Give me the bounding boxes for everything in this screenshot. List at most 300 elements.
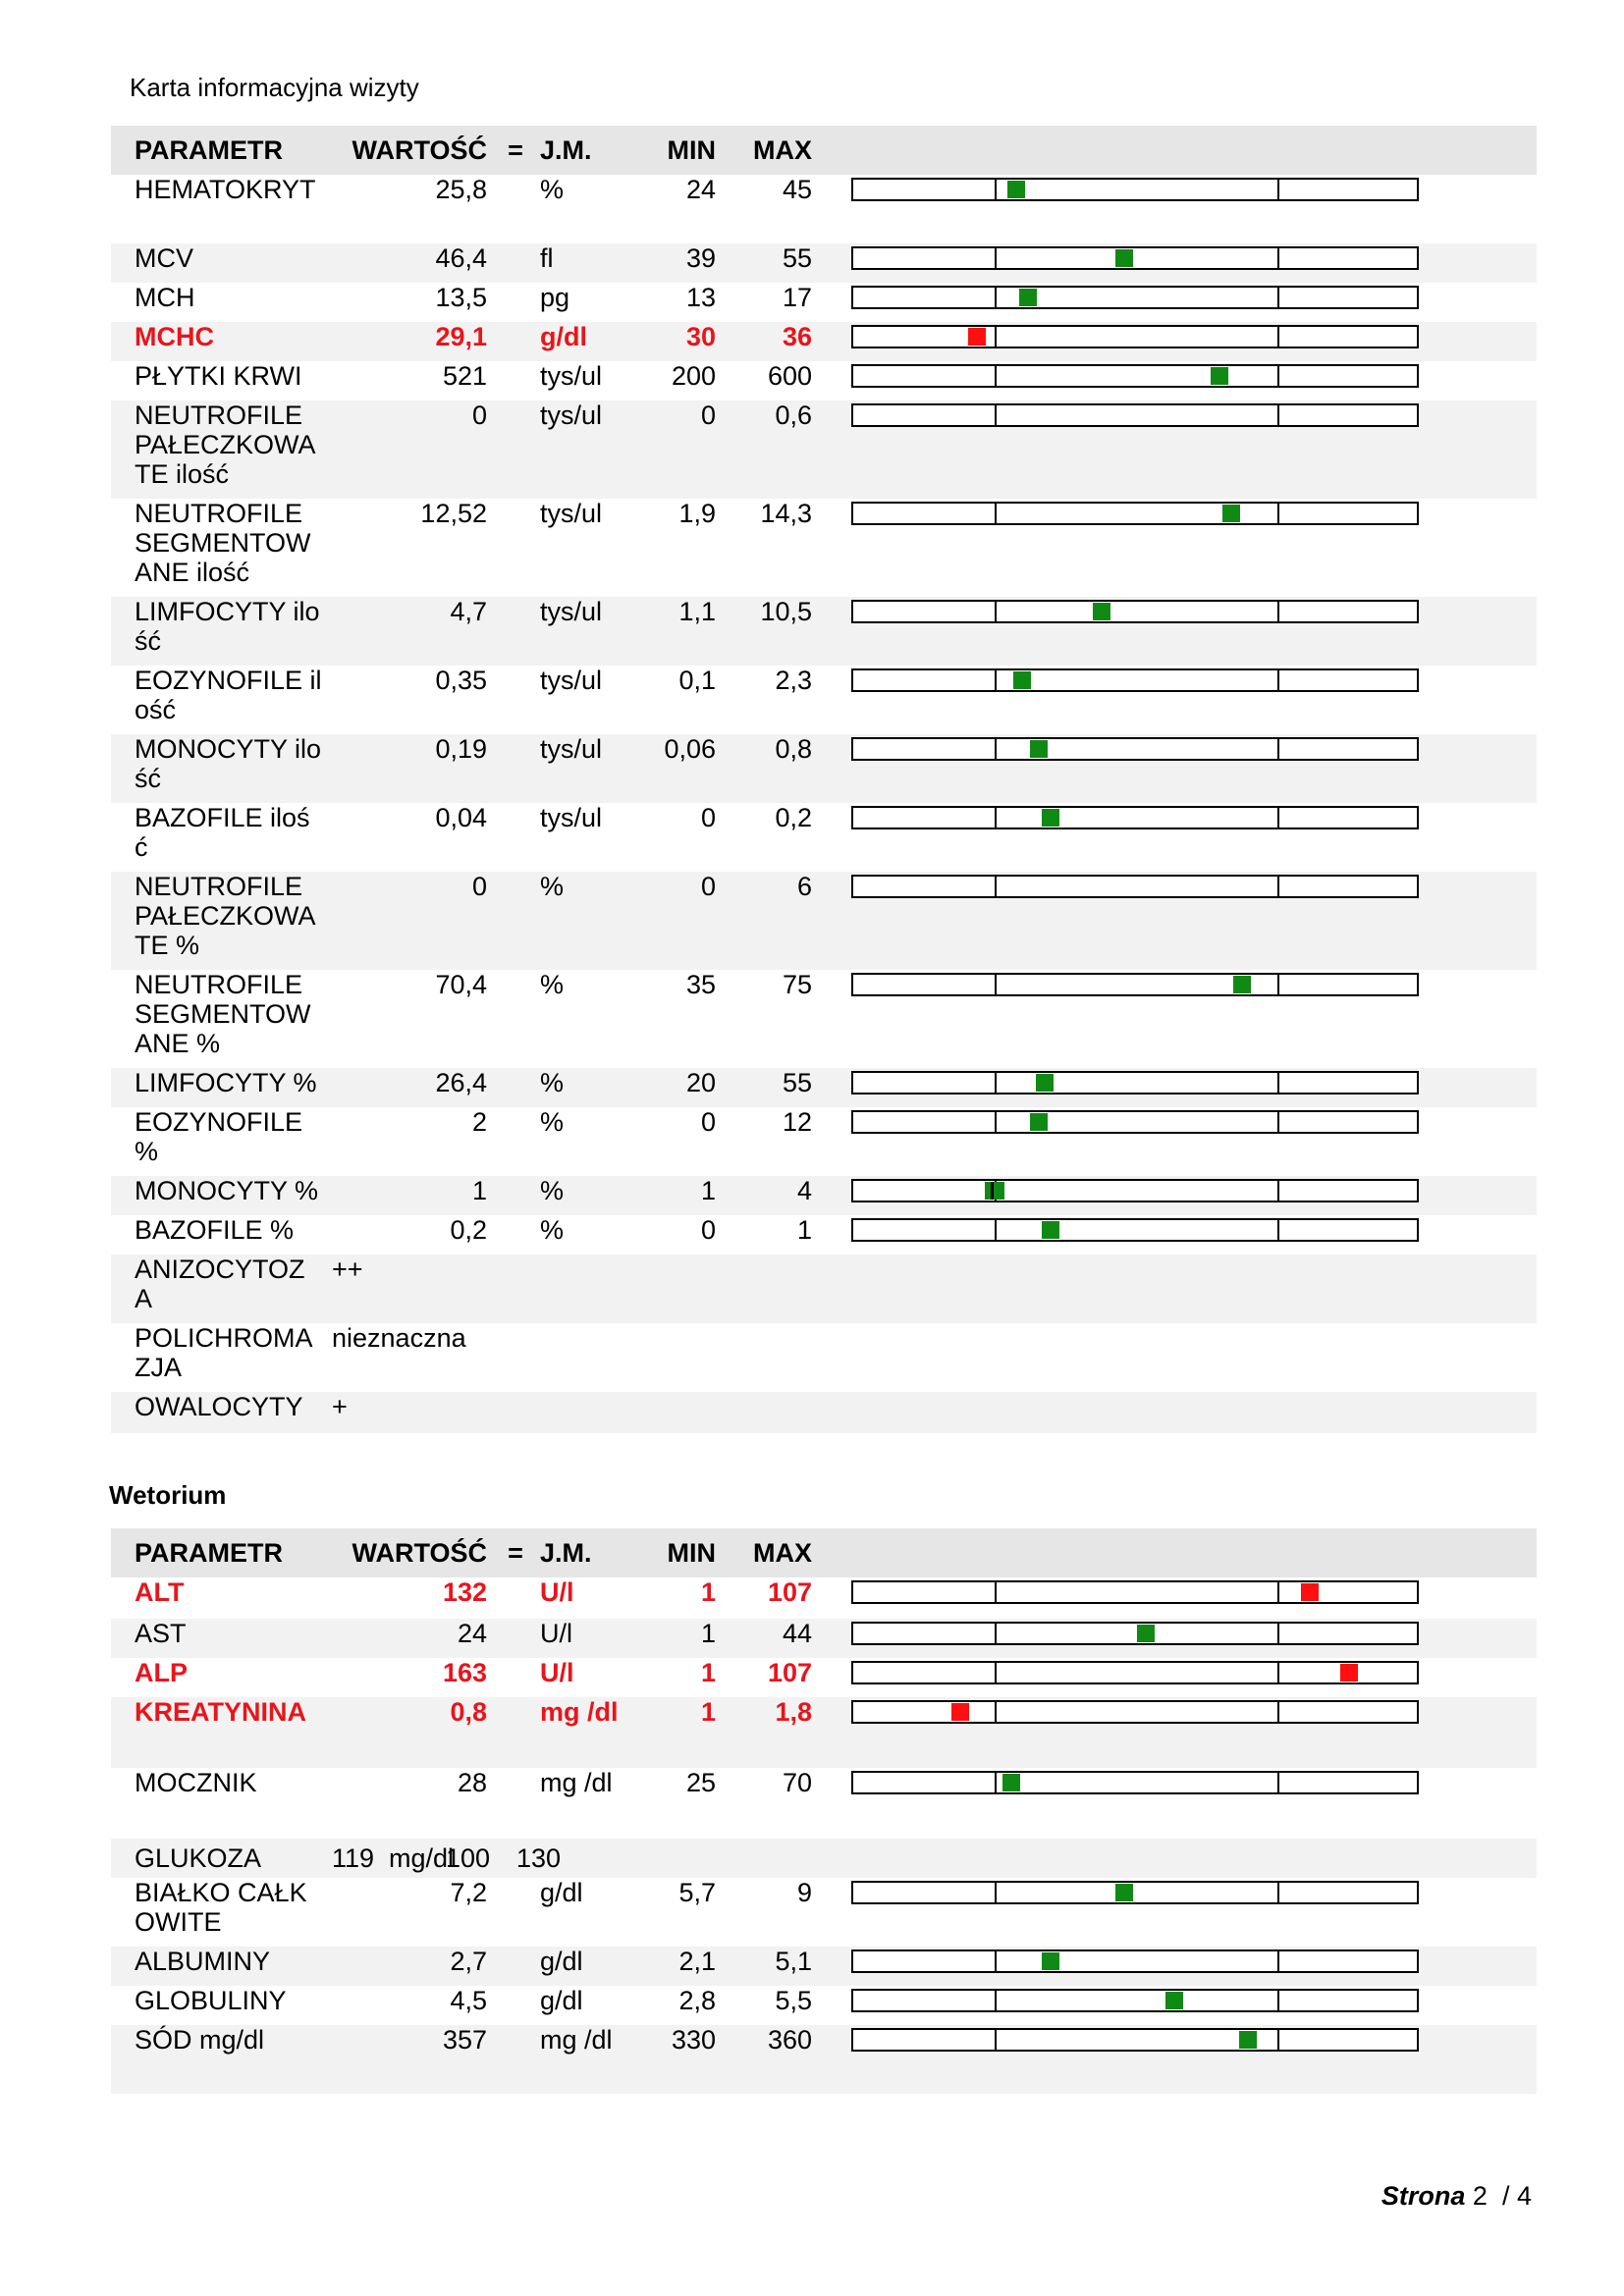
range-bar-tick <box>995 1773 997 1792</box>
range-bar <box>851 1580 1419 1604</box>
param-value: 357 <box>442 2025 487 2055</box>
range-bar-tick <box>995 248 997 268</box>
param-name: KREATYNINA <box>135 1697 306 1727</box>
param-min: 1 <box>700 1176 716 1205</box>
range-bar <box>851 403 1419 427</box>
param-max: 130 <box>516 1843 562 1873</box>
param-min: 1,9 <box>678 499 716 528</box>
param-name: SÓD mg/dl <box>135 2025 265 2055</box>
col-eq: = <box>508 1538 523 1568</box>
param-unit: % <box>540 1068 565 1097</box>
param-max: 17 <box>782 283 812 312</box>
param-min: 1 <box>700 1697 716 1727</box>
range-indicator-cell <box>812 499 1537 597</box>
value-marker-normal <box>1115 1884 1133 1901</box>
param-unit: mg /dl <box>540 2025 613 2055</box>
param-unit: % <box>540 175 565 204</box>
param-eq <box>491 322 540 361</box>
param-name: EOZYNOFILE % <box>135 1107 303 1166</box>
range-indicator-cell <box>812 322 1537 361</box>
param-min: 100 <box>446 1843 491 1873</box>
col-value: WARTOŚĆ <box>352 135 487 165</box>
range-bar <box>851 806 1419 829</box>
param-unit: g/dl <box>540 1986 583 2015</box>
param-min: 1 <box>700 1619 716 1648</box>
param-name: BAZOFILE ilość <box>135 803 310 862</box>
range-bar <box>851 1622 1419 1645</box>
param-value: 29,1 <box>435 322 487 351</box>
param-name: NEUTROFILE SEGMENTOWANE % <box>135 970 311 1058</box>
param-name: NEUTROFILE SEGMENTOWANE ilość <box>135 499 311 587</box>
param-min: 1,1 <box>678 597 716 626</box>
param-value: 46,4 <box>435 243 487 273</box>
col-param: PARAMETR <box>135 135 283 165</box>
param-max: 107 <box>767 1577 812 1607</box>
param-max: 70 <box>782 1768 812 1797</box>
param-unit: g/dl <box>540 1878 583 1907</box>
range-indicator-cell <box>812 666 1537 734</box>
param-value: 521 <box>442 361 487 391</box>
table-row <box>111 1107 1537 1176</box>
param-value: 7,2 <box>450 1878 487 1907</box>
table-row <box>111 872 1537 970</box>
range-bar-tick <box>1277 366 1279 386</box>
param-value: + <box>332 1392 348 1421</box>
param-value: 132 <box>442 1577 487 1607</box>
param-value: 12,52 <box>420 499 487 528</box>
param-name: MONOCYTY ilość <box>135 734 322 793</box>
param-value: 0 <box>471 872 487 901</box>
param-eq <box>491 361 540 400</box>
table-row <box>111 1986 1537 2025</box>
param-min: 0 <box>700 1107 716 1137</box>
param-min: 2,1 <box>678 1947 716 1976</box>
range-indicator-cell <box>812 970 1537 1068</box>
param-max: 600 <box>767 361 812 391</box>
param-min: 2,8 <box>678 1986 716 2015</box>
range-bar-tick <box>1277 405 1279 425</box>
param-value: nieznaczna <box>332 1323 466 1353</box>
param-max: 55 <box>782 243 812 273</box>
param-value: 0,2 <box>450 1215 487 1245</box>
col-min: MIN <box>667 135 716 165</box>
param-eq <box>491 734 540 803</box>
range-indicator-cell <box>812 1768 1537 1839</box>
table-row <box>111 734 1537 803</box>
table-row <box>111 175 1537 243</box>
table-row <box>111 499 1537 597</box>
range-bar-tick <box>995 739 997 759</box>
param-eq <box>491 1107 540 1176</box>
range-indicator-cell <box>812 1068 1537 1107</box>
param-value: 24 <box>457 1619 487 1648</box>
param-max: 2,3 <box>775 666 812 695</box>
param-min: 25 <box>685 1768 716 1797</box>
table-row <box>111 1176 1537 1215</box>
range-bar <box>851 1771 1419 1794</box>
value-marker-normal <box>1002 1774 1020 1791</box>
param-value: 0,35 <box>435 666 487 695</box>
range-bar-tick <box>1277 877 1279 896</box>
param-max: 55 <box>782 1068 812 1097</box>
param-value: 2 <box>471 1107 487 1137</box>
param-name: ALP <box>135 1658 188 1687</box>
table-row <box>111 803 1537 872</box>
param-max: 6 <box>796 872 812 901</box>
range-bar <box>851 325 1419 348</box>
table-row-glukoza <box>111 1839 1537 1878</box>
param-unit: tys/ul <box>540 361 603 391</box>
table-header <box>111 126 1537 175</box>
range-indicator-cell <box>812 734 1537 803</box>
table-row <box>111 970 1537 1068</box>
param-unit: mg/dl <box>389 1843 455 1873</box>
table-row <box>111 400 1537 499</box>
param-name: AST <box>135 1619 187 1648</box>
param-value: 0,04 <box>435 803 487 832</box>
param-name: LIMFOCYTY % <box>135 1068 317 1097</box>
range-indicator-cell <box>812 175 1537 243</box>
table-row <box>111 1619 1537 1658</box>
range-bar-tick <box>1277 180 1279 199</box>
range-bar-tick <box>1277 327 1279 347</box>
range-bar <box>851 246 1419 270</box>
page-label: Strona <box>1380 2181 1466 2211</box>
param-eq <box>491 1658 540 1697</box>
param-unit: tys/ul <box>540 400 603 430</box>
range-bar-tick <box>1277 739 1279 759</box>
range-bar <box>851 600 1419 623</box>
param-value: 70,4 <box>435 970 487 999</box>
range-bar <box>851 178 1419 201</box>
param-name: PŁYTKI KRWI <box>135 361 302 391</box>
param-eq <box>491 1947 540 1986</box>
range-bar-tick <box>1277 808 1279 828</box>
range-indicator-cell <box>812 597 1537 666</box>
param-min: 1 <box>700 1577 716 1607</box>
param-value: 0 <box>471 400 487 430</box>
table-row <box>111 1658 1537 1697</box>
range-bar-tick <box>1277 1073 1279 1093</box>
param-eq <box>491 1768 540 1839</box>
param-name: MOCZNIK <box>135 1768 257 1797</box>
param-eq <box>491 1176 540 1215</box>
value-marker-normal <box>1239 2031 1257 2049</box>
param-max: 1 <box>796 1215 812 1245</box>
value-marker-normal <box>1222 505 1240 522</box>
param-value: 0,8 <box>450 1697 487 1727</box>
param-eq <box>491 1619 540 1658</box>
param-eq <box>491 283 540 322</box>
range-bar <box>851 1700 1419 1724</box>
range-bar-tick <box>995 366 997 386</box>
param-name: NEUTROFILE PAŁECZKOWATE ilość <box>135 400 316 489</box>
range-indicator-cell <box>812 1176 1537 1215</box>
param-min: 0 <box>700 400 716 430</box>
value-marker-normal <box>1030 1113 1048 1131</box>
range-bar-tick <box>995 1624 997 1643</box>
table-row <box>111 322 1537 361</box>
param-max: 0,2 <box>775 803 812 832</box>
range-indicator-cell <box>812 803 1537 872</box>
value-marker-normal <box>1030 740 1048 758</box>
table-row <box>111 1215 1537 1255</box>
range-indicator-cell <box>812 1878 1537 1947</box>
col-bar <box>812 1528 1537 1577</box>
value-marker-normal <box>985 1182 1004 1200</box>
param-unit: % <box>540 970 565 999</box>
range-bar-tick <box>995 504 997 523</box>
table-row <box>111 283 1537 322</box>
param-max: 4 <box>796 1176 812 1205</box>
range-bar <box>851 286 1419 309</box>
value-marker-normal <box>1211 367 1228 385</box>
range-indicator-cell <box>812 243 1537 283</box>
param-max: 14,3 <box>760 499 812 528</box>
range-bar-tick <box>1277 1112 1279 1132</box>
table-row <box>111 1392 1537 1433</box>
range-bar-tick <box>995 1582 997 1602</box>
param-max: 360 <box>767 2025 812 2055</box>
value-marker-abnormal <box>1301 1583 1319 1601</box>
table-row <box>111 243 1537 283</box>
param-unit: tys/ul <box>540 734 603 764</box>
value-marker-normal <box>1165 1992 1183 2009</box>
range-bar-tick <box>1277 1181 1279 1201</box>
range-bar-tick <box>1277 248 1279 268</box>
param-unit: % <box>540 1215 565 1245</box>
value-marker-normal <box>1042 1221 1059 1239</box>
value-marker-normal <box>1115 249 1133 267</box>
table-row <box>111 2025 1537 2094</box>
param-value: 13,5 <box>435 283 487 312</box>
value-marker-normal <box>1007 181 1025 198</box>
param-eq <box>491 1878 540 1947</box>
page-title: Karta informacyjna wizyty <box>130 73 419 102</box>
param-min: 200 <box>671 361 716 391</box>
param-eq <box>491 597 540 666</box>
param-name: EOZYNOFILE ilość <box>135 666 322 724</box>
param-max: 36 <box>782 322 812 351</box>
range-bar-tick <box>995 180 997 199</box>
range-bar-tick <box>995 808 997 828</box>
param-value: 28 <box>457 1768 487 1797</box>
param-unit: tys/ul <box>540 803 603 832</box>
range-bar <box>851 973 1419 996</box>
param-min: 13 <box>685 283 716 312</box>
param-unit: U/l <box>540 1619 572 1648</box>
table-row <box>111 1768 1537 1839</box>
param-min: 330 <box>671 2025 716 2055</box>
range-bar <box>851 1661 1419 1684</box>
value-marker-normal <box>1093 603 1110 620</box>
range-bar <box>851 502 1419 525</box>
range-bar-tick <box>995 1991 997 2010</box>
param-name: MCHC <box>135 322 214 351</box>
range-bar-tick <box>1277 504 1279 523</box>
range-indicator-cell <box>812 1658 1537 1697</box>
param-unit: % <box>540 872 565 901</box>
param-name: GLOBULINY <box>135 1986 287 2015</box>
param-name: MONOCYTY % <box>135 1176 319 1205</box>
range-bar-tick <box>995 877 997 896</box>
param-max: 12 <box>782 1107 812 1137</box>
param-min: 24 <box>685 175 716 204</box>
range-bar-tick <box>995 2030 997 2050</box>
range-indicator-cell <box>812 2025 1537 2094</box>
param-value: 119 <box>332 1843 375 1873</box>
col-max: MAX <box>753 135 812 165</box>
param-value: 2,7 <box>450 1947 487 1976</box>
table-header <box>111 1528 1537 1577</box>
table-row <box>111 1947 1537 1986</box>
param-value: 25,8 <box>435 175 487 204</box>
page-total: 4 <box>1516 2181 1532 2211</box>
param-max: 5,1 <box>775 1947 812 1976</box>
param-max: 45 <box>782 175 812 204</box>
param-unit: pg <box>540 283 570 312</box>
range-bar-tick <box>1277 1773 1279 1792</box>
value-marker-normal <box>1042 1952 1059 1970</box>
col-bar <box>812 126 1537 175</box>
value-marker-normal <box>1019 289 1037 306</box>
range-bar <box>851 1881 1419 1904</box>
range-indicator-cell <box>812 1697 1537 1768</box>
range-bar-tick <box>1277 602 1279 621</box>
range-bar-tick <box>1277 2030 1279 2050</box>
value-marker-normal <box>1013 671 1031 689</box>
param-name: GLUKOZA <box>135 1843 262 1873</box>
param-name: ALBUMINY <box>135 1947 271 1976</box>
param-min: 0,1 <box>678 666 716 695</box>
range-bar-tick <box>995 1112 997 1132</box>
results-table-morphology <box>111 126 1537 1433</box>
param-unit: fl <box>540 243 554 273</box>
param-unit: g/dl <box>540 322 587 351</box>
range-bar-tick <box>995 1073 997 1093</box>
page-separator: / <box>1501 2181 1510 2211</box>
param-min: 0 <box>700 803 716 832</box>
range-bar-tick <box>995 1951 997 1971</box>
param-unit: tys/ul <box>540 499 603 528</box>
range-indicator-cell <box>812 1947 1537 1986</box>
param-max: 0,6 <box>775 400 812 430</box>
param-min: 0,06 <box>664 734 716 764</box>
range-bar-tick <box>995 1702 997 1722</box>
param-min: 1 <box>700 1658 716 1687</box>
param-eq <box>491 1986 540 2025</box>
range-indicator-cell <box>812 400 1537 499</box>
range-bar <box>851 875 1419 898</box>
range-bar-tick <box>1277 1624 1279 1643</box>
table-row <box>111 361 1537 400</box>
param-value: 1 <box>471 1176 487 1205</box>
param-max: 0,8 <box>775 734 812 764</box>
param-unit: U/l <box>540 1658 574 1687</box>
param-min: 30 <box>685 322 716 351</box>
param-name: ANIZOCYTOZA <box>135 1255 305 1313</box>
param-unit: g/dl <box>540 1947 583 1976</box>
range-bar <box>851 1218 1419 1242</box>
results-table-biochemistry <box>111 1528 1537 2094</box>
param-unit: % <box>540 1107 565 1137</box>
range-indicator-cell <box>812 872 1537 970</box>
param-min: 35 <box>685 970 716 999</box>
range-indicator-cell <box>812 283 1537 322</box>
param-unit: % <box>540 1176 565 1205</box>
param-eq <box>491 1577 540 1619</box>
range-bar-tick <box>995 405 997 425</box>
range-bar <box>851 1989 1419 2012</box>
range-bar-tick <box>1277 1220 1279 1240</box>
range-bar-tick <box>1277 288 1279 307</box>
param-name: BIAŁKO CAŁKOWITE <box>135 1878 307 1937</box>
param-value: 163 <box>442 1658 487 1687</box>
range-bar-tick <box>995 1663 997 1682</box>
page-current: 2 <box>1472 2181 1488 2211</box>
param-unit: mg /dl <box>540 1768 613 1797</box>
value-marker-normal <box>1233 976 1251 993</box>
param-min: 39 <box>685 243 716 273</box>
param-name: OWALOCYTY <box>135 1392 303 1421</box>
range-bar <box>851 364 1419 388</box>
range-bar-tick <box>1277 1663 1279 1682</box>
value-marker-abnormal <box>968 328 986 346</box>
param-eq <box>491 2025 540 2094</box>
param-eq <box>491 400 540 499</box>
range-bar-tick <box>995 288 997 307</box>
range-indicator-cell <box>812 1215 1537 1255</box>
param-min: 0 <box>700 1215 716 1245</box>
param-eq <box>491 175 540 243</box>
range-bar <box>851 2028 1419 2052</box>
value-marker-abnormal <box>1340 1664 1358 1682</box>
range-indicator-cell <box>812 1107 1537 1176</box>
range-bar <box>851 1179 1419 1202</box>
range-bar-tick <box>1277 1991 1279 2010</box>
range-indicator-cell <box>812 1577 1537 1619</box>
table-row <box>111 1255 1537 1323</box>
table-row <box>111 1068 1537 1107</box>
param-value: 0,19 <box>435 734 487 764</box>
col-unit: J.M. <box>540 135 592 165</box>
param-eq <box>491 803 540 872</box>
page-footer <box>1381 2181 1532 2212</box>
range-bar <box>851 668 1419 692</box>
value-marker-normal <box>1036 1074 1054 1092</box>
param-value: ++ <box>332 1255 363 1284</box>
param-max: 9 <box>796 1878 812 1907</box>
param-eq <box>491 970 540 1068</box>
param-max: 75 <box>782 970 812 999</box>
param-name: POLICHROMAZJA <box>135 1323 313 1382</box>
table-row <box>111 1697 1537 1768</box>
range-bar-tick <box>1277 1883 1279 1902</box>
param-eq <box>491 872 540 970</box>
param-value: 26,4 <box>435 1068 487 1097</box>
table-row <box>111 1577 1537 1619</box>
range-bar <box>851 737 1419 761</box>
range-bar-tick <box>1277 1951 1279 1971</box>
param-value: 4,5 <box>450 1986 487 2015</box>
range-bar-tick <box>1277 975 1279 994</box>
col-min: MIN <box>667 1538 716 1568</box>
param-min: 20 <box>685 1068 716 1097</box>
param-unit: tys/ul <box>540 597 603 626</box>
range-bar-tick <box>995 327 997 347</box>
range-bar <box>851 1071 1419 1095</box>
col-unit: J.M. <box>540 1538 592 1568</box>
